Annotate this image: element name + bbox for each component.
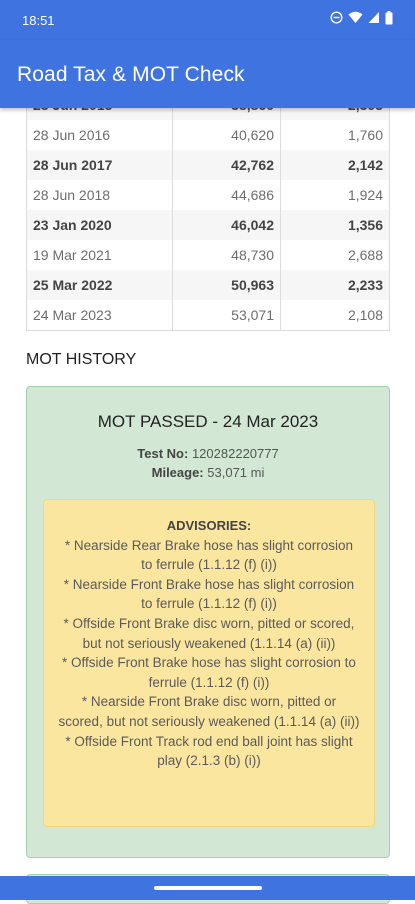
advisory-item: * Nearside Front Brake hose has slight corrosion to ferrule (1.1.12 (f) (i))	[63, 576, 355, 612]
test-number	[27, 446, 389, 461]
table-row	[27, 180, 389, 210]
row-mileage: 50,963	[173, 270, 281, 300]
advisories-heading: ADVISORIES:	[166, 518, 252, 533]
row-date: 25 Mar 2022	[27, 270, 173, 300]
table-row	[27, 240, 389, 270]
gesture-handle[interactable]	[154, 886, 262, 890]
row-mileage: 53,071	[173, 300, 281, 330]
advisory-item: * Offside Front Track rod end ball joint has slight play (2.1.3 (b) (i))	[65, 733, 353, 769]
row-change: 2,142	[347, 157, 383, 173]
status-icons	[330, 12, 393, 28]
mot-result-title: MOT PASSED - 24 Mar 2023	[97, 412, 319, 431]
row-change: 2,688	[347, 247, 383, 263]
row-change: 1,924	[347, 187, 383, 203]
advisory-item: * Nearside Rear Brake hose has slight corrosion to ferrule (1.1.12 (f) (i))	[64, 537, 354, 573]
row-change: 1,356	[347, 217, 383, 233]
row-date: 28 Jun 2018	[27, 180, 173, 210]
row-mileage: 44,686	[173, 180, 281, 210]
test-mileage-label: Mileage:	[151, 465, 204, 480]
table-row	[27, 120, 389, 150]
navigation-bar	[0, 876, 415, 900]
row-mileage: 46,042	[173, 210, 281, 240]
row-mileage: 48,730	[173, 240, 281, 270]
test-number-value: 120282220777	[191, 446, 279, 461]
advisory-item: * Offside Front Brake hose has slight corrosion to ferrule (1.1.12 (f) (i))	[62, 655, 356, 690]
test-mileage-value: 53,071 mi	[207, 465, 265, 480]
row-change: 2,108	[347, 307, 383, 323]
table-row	[27, 270, 389, 300]
row-mileage: 40,620	[173, 120, 281, 150]
test-mileage	[27, 465, 389, 480]
table-row	[27, 150, 389, 180]
advisory-item: * Nearside Front Brake disc worn, pitted or scored, but not seriously weakened (1.1.14 (a) (ii))	[58, 694, 360, 729]
wifi-icon	[348, 11, 363, 29]
status-bar	[0, 0, 415, 40]
section-title-mot-history: MOT HISTORY	[26, 351, 137, 368]
test-number-label: Test No:	[137, 446, 189, 461]
row-date: 19 Mar 2021	[27, 240, 173, 270]
app-bar	[0, 40, 415, 108]
row-date: 24 Mar 2023	[27, 300, 173, 330]
battery-icon	[385, 11, 393, 30]
row-change: 2,233	[347, 277, 383, 293]
app-title: Road Tax & MOT Check	[17, 63, 245, 86]
scroll-content[interactable]	[0, 108, 415, 876]
mileage-table	[26, 90, 390, 331]
dnd-icon	[330, 11, 343, 29]
row-date: 28 Jun 2016	[27, 120, 173, 150]
row-date: 28 Jun 2017	[27, 150, 173, 180]
row-date: 23 Jan 2020	[27, 210, 173, 240]
status-time: 18:51	[22, 13, 55, 28]
row-change: 1,760	[347, 127, 383, 143]
advisories-box	[43, 499, 375, 827]
table-row	[27, 210, 389, 240]
row-mileage: 42,762	[173, 150, 281, 180]
advisory-item: * Offside Front Brake disc worn, pitted or scored, but not seriously weakened (1.1.14 (a) (ii))	[63, 615, 355, 651]
signal-icon	[368, 11, 380, 29]
table-row	[27, 300, 389, 330]
mot-result-card	[26, 386, 390, 858]
